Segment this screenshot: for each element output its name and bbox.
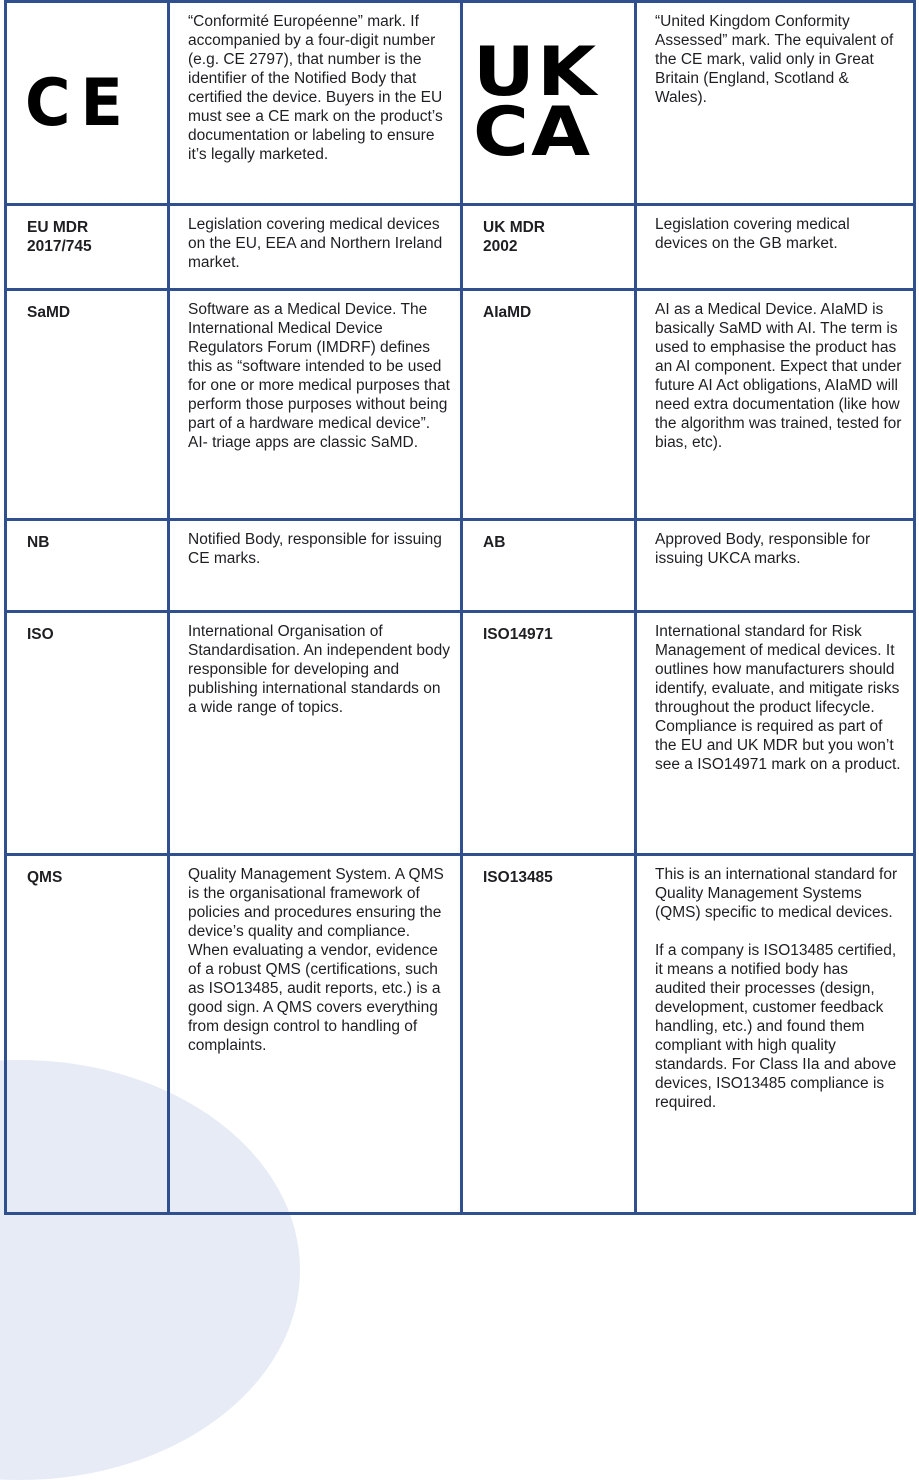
ce-mark-cell xyxy=(6,2,169,205)
term-iso: ISO xyxy=(6,612,169,855)
ukca-mark-cell xyxy=(462,2,636,205)
table-row xyxy=(6,2,915,205)
table-row xyxy=(6,290,915,520)
definition-aiamd: AI as a Medical Device. AIaMD is basically SaMD with AI. The term is used to emphasise the product has an AI component. Expect that under future AI Act obligations, AIaMD will need extra documentation (like how the algorithm was trained, tested for bias, etc). xyxy=(636,290,915,520)
definition-samd: Software as a Medical Device. The International Medical Device Regulators Forum (IMDRF) defines this as “software intended to be used for one or more medical purposes that perform those purposes without being part of a hardware medical device”. AI- triage apps are classic SaMD. xyxy=(169,290,462,520)
ukca-mark-logo: UK CA xyxy=(473,33,599,172)
definition-iso: International Organisation of Standardisation. An independent body responsible for developing and publishing international standards on a wide range of topics. xyxy=(169,612,462,855)
term-iso14971: ISO14971 xyxy=(462,612,636,855)
definition-ab: Approved Body, responsible for issuing UKCA marks. xyxy=(636,520,915,612)
glossary-table xyxy=(4,0,916,1215)
term-eu-mdr: EU MDR 2017/745 xyxy=(6,205,169,290)
term-samd: SaMD xyxy=(6,290,169,520)
table-row xyxy=(6,205,915,290)
definition-iso13485-paragraph-1: This is an international standard for Quality Management Systems (QMS) specific to medical devices. xyxy=(655,866,898,921)
definition-iso14971: International standard for Risk Management of medical devices. It outlines how manufacturers should identify, evaluate, and mitigate risks throughout the product lifecycle. Compliance is required as part of the EU and UK MDR but you won’t see a ISO14971 mark on a product. xyxy=(636,612,915,855)
definition-iso13485 xyxy=(636,855,915,1214)
ce-mark-description: “Conformité Européenne” mark. If accompanied by a four-digit number (e.g. CE 2797), that number is the identifier of the Notified Body that certified the device. Buyers in the EU must see a CE mark on the product’s documentation or labeling to ensure it’s legally marketed. xyxy=(169,2,462,205)
ukca-mark-description: “United Kingdom Conformity Assessed” mark. The equivalent of the CE mark, valid only in Great Britain (England, Scotland & Wales). xyxy=(636,2,915,205)
term-nb: NB xyxy=(6,520,169,612)
definition-uk-mdr: Legislation covering medical devices on the GB market. xyxy=(636,205,915,290)
table-row xyxy=(6,520,915,612)
definition-qms: Quality Management System. A QMS is the organisational framework of policies and procedures ensuring the device’s quality and compliance. When evaluating a vendor, evidence of a robust QMS (certifications, such as ISO13485, audit reports, etc.) is a good sign. A QMS covers everything from design control to handling of complaints. xyxy=(169,855,462,1214)
term-qms: QMS xyxy=(6,855,169,1214)
ce-mark-logo: CE xyxy=(25,64,133,141)
term-aiamd: AIaMD xyxy=(462,290,636,520)
definition-nb: Notified Body, responsible for issuing CE marks. xyxy=(169,520,462,612)
definition-iso13485-paragraph-2: If a company is ISO13485 certified, it means a notified body has audited their processes (design, development, customer feedback handling, etc.) and found them compliant with high quality standards. For Class IIa and above devices, ISO13485 compliance is required. xyxy=(655,942,897,1111)
table-row xyxy=(6,855,915,1214)
term-iso13485: ISO13485 xyxy=(462,855,636,1214)
definition-eu-mdr: Legislation covering medical devices on the EU, EEA and Northern Ireland market. xyxy=(169,205,462,290)
term-uk-mdr: UK MDR 2002 xyxy=(462,205,636,290)
table-row xyxy=(6,612,915,855)
term-ab: AB xyxy=(462,520,636,612)
